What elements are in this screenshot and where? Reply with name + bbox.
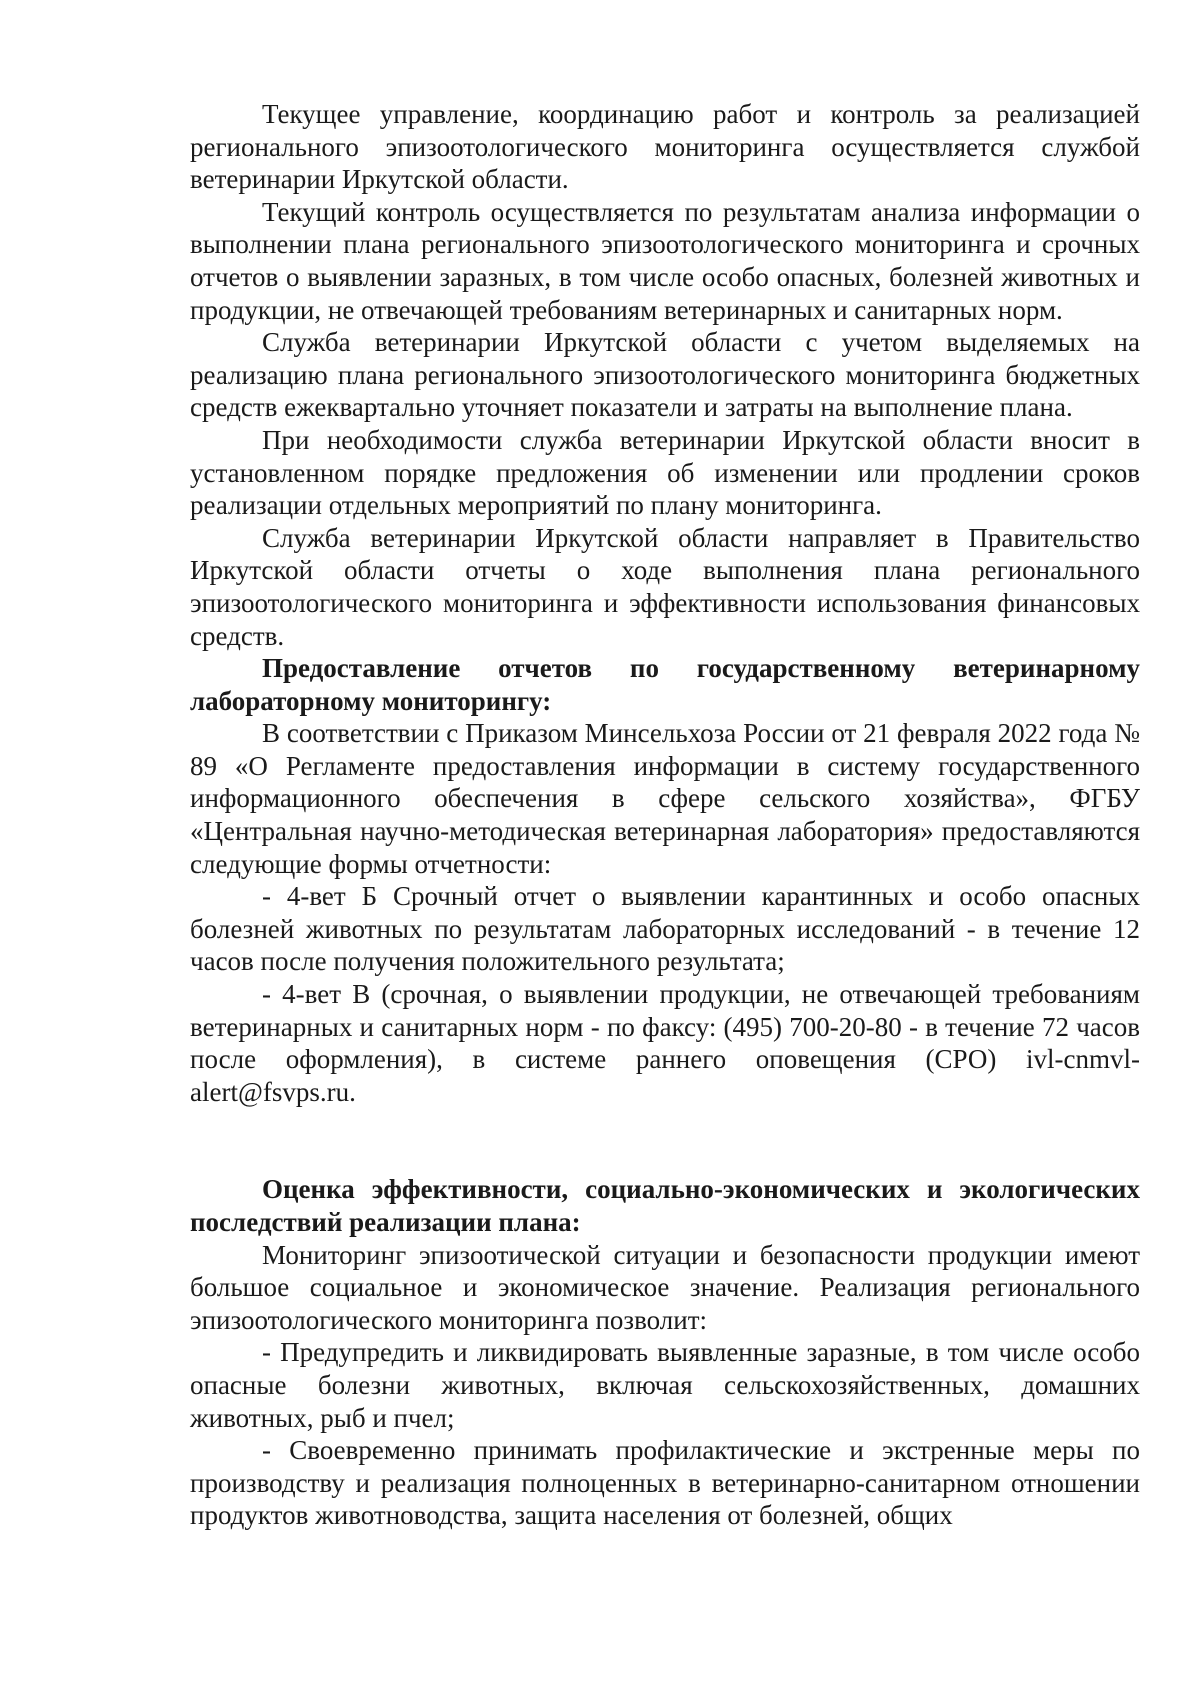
paragraph-reports-to-government: Служба ветеринарии Иркутской области направляет в Правительство Иркутской области отчеты о ходе выполнения плана регионального эпизоотологического мониторинга и эффективности использования финансовых средств. [190, 522, 1140, 651]
paragraph-proposals: При необходимости служба ветеринарии Иркутской области вносит в установленном порядке предложения об изменении или продлении сроков реализации отдельных мероприятий по плану мониторинга. [190, 424, 1140, 521]
heading-lab-monitoring-reports: Предоставление отчетов по государственному ветеринарному лабораторному мониторингу: [190, 653, 1140, 716]
paragraph-current-control: Текущий контроль осуществляется по результатам анализа информации о выполнении плана регионального эпизоотологического мониторинга и срочных отчетов о выявлении заразных, в том числе особо опасных, болезней животных и продукции, не отвечающей требованиям ветеринарных и санитарных норм. [190, 196, 1140, 325]
list-item-4-vet-b: - 4-вет Б Срочный отчет о выявлении карантинных и особо опасных болезней животных по результатам лабораторных исследований - в течение 12 часов после получения положительного результата; [190, 881, 1140, 977]
list-item-prevent-diseases: - Предупредить и ликвидировать выявленные заразные, в том числе особо опасные болезни животных, включая сельскохозяйственных, домашних животных, рыб и пчел; [190, 1337, 1140, 1433]
document-page [190, 98, 1140, 1532]
paragraph-management: Текущее управление, координацию работ и контроль за реализацией регионального эпизоотологического мониторинга осуществляется службой ветеринарии Иркутской области. [190, 99, 1140, 195]
paragraph-budget: Служба ветеринарии Иркутской области с учетом выделяемых на реализацию плана регионального эпизоотологического мониторинга бюджетных средств ежеквартально уточняет показатели и затраты на выполнение плана. [190, 327, 1140, 423]
heading-efficiency-assessment: Оценка эффективности, социально-экономических и экологических последствий реализации плана: [190, 1174, 1140, 1237]
paragraph-order-reference: В соответствии с Приказом Минсельхоза России от 21 февраля 2022 года № 89 «О Регламенте предоставления информации в систему государственного информационного обеспечения в сфере сельского хозяйства», ФГБУ «Центральная научно-методическая ветеринарная лаборатория» предоставляются следующие формы отчетности: [190, 718, 1140, 879]
list-item-preventive-measures: - Своевременно принимать профилактические и экстренные меры по производству и реализация полноценных в ветеринарно-санитарном отношении продуктов животноводства, защита населения от болезней, общих [190, 1435, 1140, 1531]
list-item-4-vet-v: - 4-вет В (срочная, о выявлении продукции, не отвечающей требованиям ветеринарных и санитарных норм - по факсу: (495) 700-20-80 - в течение 72 часов после оформления), в системе раннего оповещения (СРО) ivl-cnmvl-alert@fsvps.ru. [190, 979, 1140, 1107]
paragraph-monitoring-significance: Мониторинг эпизоотической ситуации и безопасности продукции имеют большое социальное и экономическое значение. Реализация регионального эпизоотологического мониторинга позволит: [190, 1239, 1140, 1335]
section-spacer [190, 1108, 1140, 1173]
